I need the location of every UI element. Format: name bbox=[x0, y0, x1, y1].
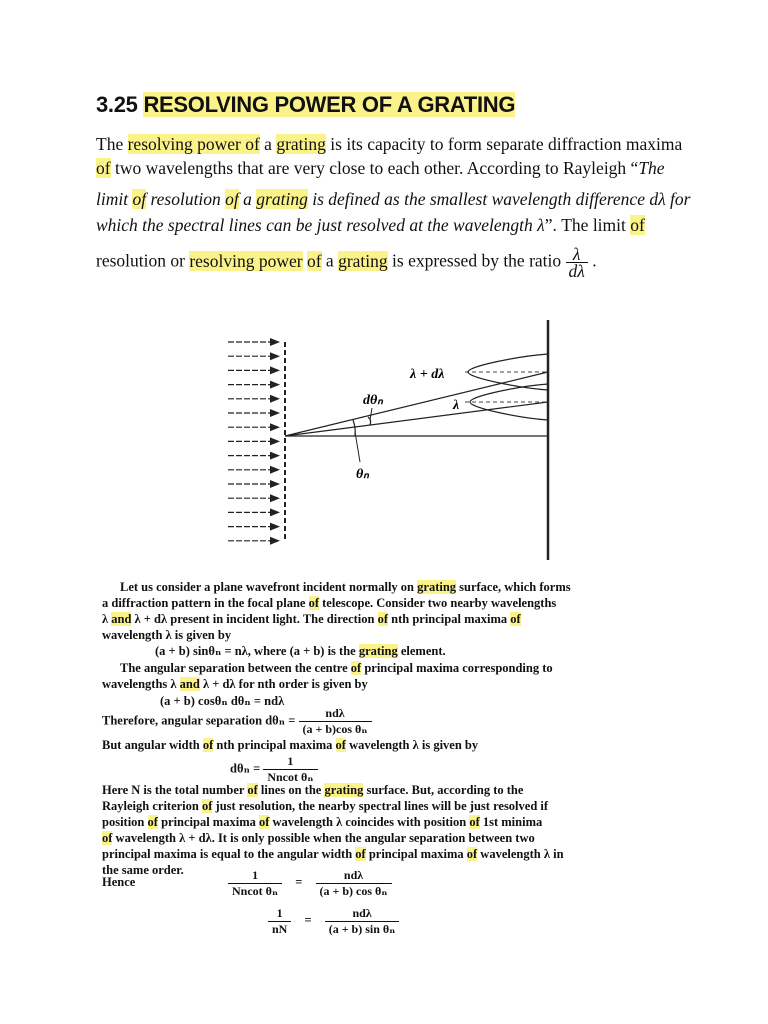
arrow-head bbox=[270, 466, 280, 474]
arrow-head bbox=[270, 480, 280, 488]
eq-grating: (a + b) sinθₙ = nλ, where (a + b) is the grating element. bbox=[155, 644, 446, 658]
dtheta-pointer bbox=[370, 408, 372, 420]
label-dtheta: dθₙ bbox=[363, 393, 383, 408]
p1-line-3: λ and λ + dλ present in incident light. The direction of nth principal maxima of bbox=[102, 612, 521, 626]
section-heading bbox=[96, 92, 515, 118]
arrow-head bbox=[270, 395, 280, 403]
arrow-head bbox=[270, 366, 280, 374]
label-lambda: λ bbox=[453, 398, 460, 413]
intro-line-3: limit of resolution of a grating is defined as the smallest wavelength difference dλ for bbox=[96, 189, 691, 209]
p4-line-1: Here N is the total number of lines on the grating surface. But, according to the bbox=[102, 783, 524, 797]
p1-line-1: Let us consider a plane wavefront incident normally on grating surface, which forms bbox=[120, 580, 571, 594]
eq-angular-width: dθₙ = $\frac{1}{\text{Nncot θₙ}}$ bbox=[230, 754, 318, 785]
arrow-head bbox=[270, 423, 280, 431]
arrow-head bbox=[270, 494, 280, 502]
ray-lambda bbox=[285, 402, 548, 436]
arrow-head bbox=[270, 437, 280, 445]
arrow-head bbox=[270, 523, 280, 531]
incident-light-arrows bbox=[228, 338, 280, 545]
intro-line-4: which the spectral lines can be just resolved at the wavelength λ”. The limit of bbox=[96, 215, 645, 235]
label-lambda-plus: λ + dλ bbox=[410, 367, 445, 382]
p4-line-5: principal maxima is equal to the angular width of principal maxima of wavelength λ in bbox=[102, 847, 564, 861]
intro-line-2: of two wavelengths that are very close to each other. According to Rayleigh “The bbox=[96, 158, 665, 178]
ratio-fraction: $\frac{\lambda}{d\lambda}$ bbox=[566, 246, 588, 279]
intro-line-5: resolution or resolving power of a grating is expressed by the ratio $\frac{\lambda}{d\lambda}$ . bbox=[96, 244, 597, 281]
p1-line-2: a diffraction pattern in the focal plane of telescope. Consider two nearby wavelengths bbox=[102, 596, 557, 610]
p4-line-6: the same order. bbox=[102, 863, 184, 877]
eq-hence-2: $\frac{1}{nN}$ = $\frac{\text{ndλ}}{\text{(a + b) sin θₙ}}$ bbox=[268, 906, 399, 937]
p4-line-2: Rayleigh criterion of just resolution, the nearby spectral lines will be just resolved if bbox=[102, 799, 549, 813]
p2-line-1: The angular separation between the centre of principal maxima corresponding to bbox=[120, 661, 553, 675]
arrow-head bbox=[270, 409, 280, 417]
label-theta: θₙ bbox=[356, 467, 369, 482]
arrow-head bbox=[270, 352, 280, 360]
hence-label: Hence bbox=[102, 875, 136, 889]
grating-diagram bbox=[220, 320, 580, 560]
p2-line-2: wavelengths λ and λ + dλ for nth order is given by bbox=[102, 677, 368, 691]
arrow-head bbox=[270, 452, 280, 460]
arrow-head bbox=[270, 338, 280, 346]
arrow-head bbox=[270, 537, 280, 545]
eq-differential: (a + b) cosθₙ dθₙ = ndλ bbox=[160, 694, 285, 708]
p1-line-4: wavelength λ is given by bbox=[102, 628, 232, 642]
eq-angular-separation: Therefore, angular separation dθₙ = $\frac{\text{ndλ}}{\text{(a + b)cos θₙ}}$ bbox=[102, 706, 372, 737]
section-title: RESOLVING POWER OF A GRATING bbox=[143, 92, 516, 117]
eq-hence-1: $\frac{1}{\text{Nncot θₙ}}$ = $\frac{\text{ndλ}}{\text{(a + b) cos θₙ}}$ bbox=[228, 868, 392, 899]
arrow-head bbox=[270, 381, 280, 389]
p3-line: But angular width of nth principal maxima of wavelength λ is given by bbox=[102, 738, 479, 752]
p4-line-4: of wavelength λ + dλ. It is only possible when the angular separation between two bbox=[102, 831, 535, 845]
p4-line-3: position of principal maxima of wavelength λ coincides with position of 1st minima bbox=[102, 815, 543, 829]
arrow-head bbox=[270, 508, 280, 516]
section-number: 3.25 bbox=[96, 92, 138, 117]
intro-line-1: The resolving power of a grating is its capacity to form separate diffraction maxima bbox=[96, 134, 683, 154]
